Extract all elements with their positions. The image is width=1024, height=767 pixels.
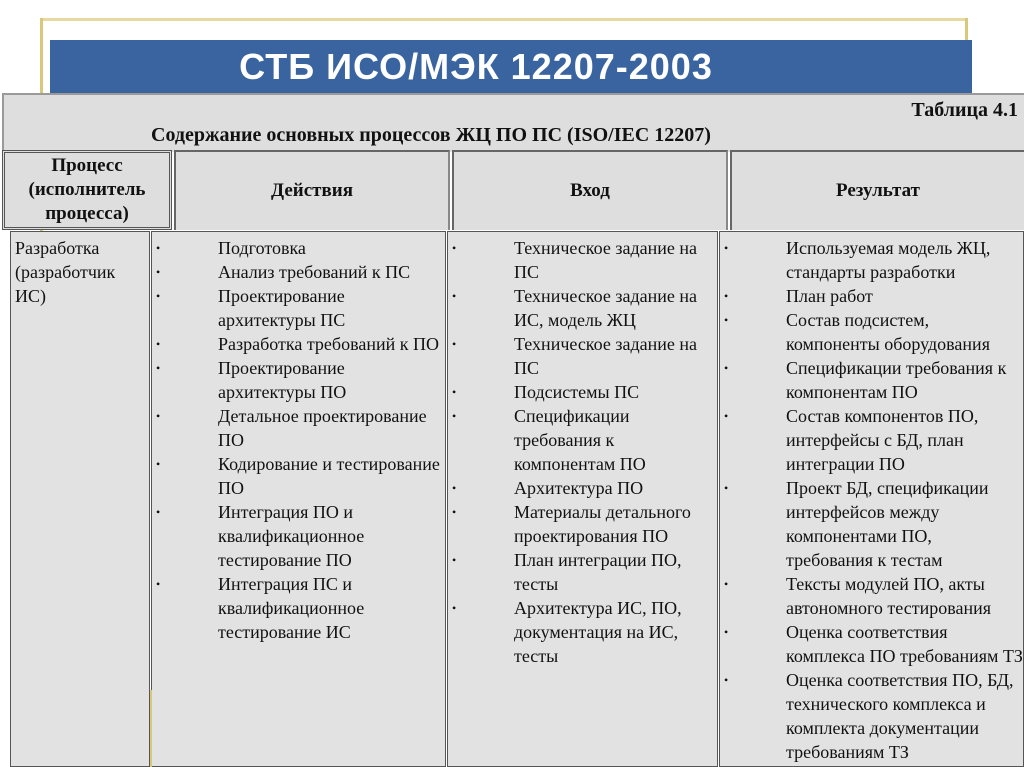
table-number: Таблица 4.1 [911, 99, 1018, 121]
result-item [724, 284, 1023, 308]
input-item-text: План интеграции ПО, тесты [514, 550, 682, 594]
result-item-text: Используемая модель ЖЦ, стандарты разработки [786, 238, 991, 282]
input-item-text: Подсистемы ПС [514, 382, 640, 402]
input-item-text: Материалы детального проектирования ПО [514, 502, 691, 546]
table-caption: Содержание основных процессов ЖЦ ПО ПС (ISO/IEC 12207) [151, 124, 711, 146]
header-actions: Действия [174, 150, 450, 230]
bullet-icon: • [724, 409, 729, 423]
action-item-text: Проектирование архитектуры ПС [218, 286, 346, 330]
title-banner [50, 40, 972, 94]
action-item-text: Кодирование и тестирование ПО [218, 454, 440, 498]
bullet-icon: • [724, 577, 729, 591]
input-item [452, 596, 717, 668]
input-item-text: Техническое задание на ИС, модель ЖЦ [514, 286, 697, 330]
result-item-text: Тексты модулей ПО, акты автономного тестирования [786, 574, 992, 618]
header-input: Вход [452, 150, 728, 230]
result-item [724, 572, 1023, 620]
input-item-text: Спецификации требования к компонентам ПО [514, 406, 646, 474]
bullet-icon: • [156, 577, 161, 591]
input-item-text: Архитектура ПО [514, 478, 644, 498]
bullet-icon: • [724, 481, 729, 495]
input-item-text: Техническое задание на ПС [514, 334, 697, 378]
inputs-cell [447, 231, 718, 767]
actions-cell [151, 231, 446, 767]
action-item-text: Проектирование архитектуры ПО [218, 358, 347, 402]
bullet-icon: • [452, 553, 457, 567]
bullet-icon: • [156, 289, 161, 303]
process-name: Разработка (разработчик ИС) [15, 238, 116, 306]
bullet-icon: • [156, 337, 161, 351]
bullet-icon: • [156, 241, 161, 255]
bullet-icon: • [724, 625, 729, 639]
action-item [156, 236, 445, 260]
result-item-text: Проект БД, спецификации интерфейсов между компонентами ПО, требования к тестам [786, 478, 989, 570]
header-result: Результат [730, 150, 1024, 230]
bullet-icon: • [452, 241, 457, 255]
bullet-icon: • [452, 481, 457, 495]
input-item [452, 548, 717, 596]
bullet-icon: • [724, 289, 729, 303]
action-item [156, 260, 445, 284]
bullet-icon: • [452, 505, 457, 519]
result-item-text: Состав компонентов ПО, интерфейсы с БД, план интеграции ПО [786, 406, 979, 474]
action-item-text: Подготовка [218, 238, 306, 258]
bullet-icon: • [724, 241, 729, 255]
bullet-icon: • [724, 673, 729, 687]
action-item-text: Детальное проектирование ПО [218, 406, 427, 450]
action-item-text: Интеграция ПС и квалификационное тестирование ИС [218, 574, 365, 642]
slide-title: СТБ ИСО/МЭК 12207-2003 [239, 46, 713, 87]
result-item [724, 476, 1023, 572]
input-item-text: Техническое задание на ПС [514, 238, 697, 282]
bullet-icon: • [156, 505, 161, 519]
result-item-text: Оценка соответствия комплекса ПО требованиям ТЗ [786, 622, 1023, 666]
decorative-bottom-line [150, 690, 152, 767]
bullet-icon: • [452, 601, 457, 615]
result-item [724, 308, 1023, 356]
action-item [156, 572, 445, 644]
table-caption-band [2, 93, 1024, 152]
bullet-icon: • [452, 385, 457, 399]
decorative-top-line [40, 18, 968, 21]
result-item-text: Оценка соответствия ПО, БД, технического комплекса и комплекта документации требованиям ТЗ [786, 670, 1014, 762]
action-item-text: Интеграция ПО и квалификационное тестирование ПО [218, 502, 365, 570]
bullet-icon: • [724, 313, 729, 327]
bullet-icon: • [724, 361, 729, 375]
result-item [724, 404, 1023, 476]
process-cell [10, 231, 150, 767]
action-item [156, 452, 445, 500]
action-item-text: Анализ требований к ПС [218, 262, 411, 282]
result-item-text: Состав подсистем, компоненты оборудования [786, 310, 990, 354]
input-item [452, 284, 717, 332]
result-item [724, 236, 1023, 284]
bullet-icon: • [452, 409, 457, 423]
action-item [156, 404, 445, 452]
action-item [156, 284, 445, 332]
result-item [724, 620, 1023, 668]
header-process: Процесс (исполнитель процесса) [2, 150, 172, 230]
result-item [724, 668, 1023, 764]
result-item-text: Спецификации требования к компонентам ПО [786, 358, 1007, 402]
action-item [156, 500, 445, 572]
bullet-icon: • [156, 265, 161, 279]
bullet-icon: • [156, 457, 161, 471]
input-item [452, 236, 717, 284]
result-item [724, 356, 1023, 404]
input-item-text: Архитектура ИС, ПО, документация на ИС, тесты [514, 598, 682, 666]
results-cell [719, 231, 1024, 767]
input-item [452, 500, 717, 548]
action-item-text: Разработка требований к ПО [218, 334, 439, 354]
bullet-icon: • [156, 361, 161, 375]
action-item [156, 356, 445, 404]
bullet-icon: • [156, 409, 161, 423]
input-item [452, 332, 717, 380]
result-item-text: План работ [786, 286, 873, 306]
bullet-icon: • [452, 289, 457, 303]
action-item [156, 332, 445, 356]
input-item [452, 404, 717, 476]
bullet-icon: • [452, 337, 457, 351]
input-item [452, 380, 717, 404]
input-item [452, 476, 717, 500]
